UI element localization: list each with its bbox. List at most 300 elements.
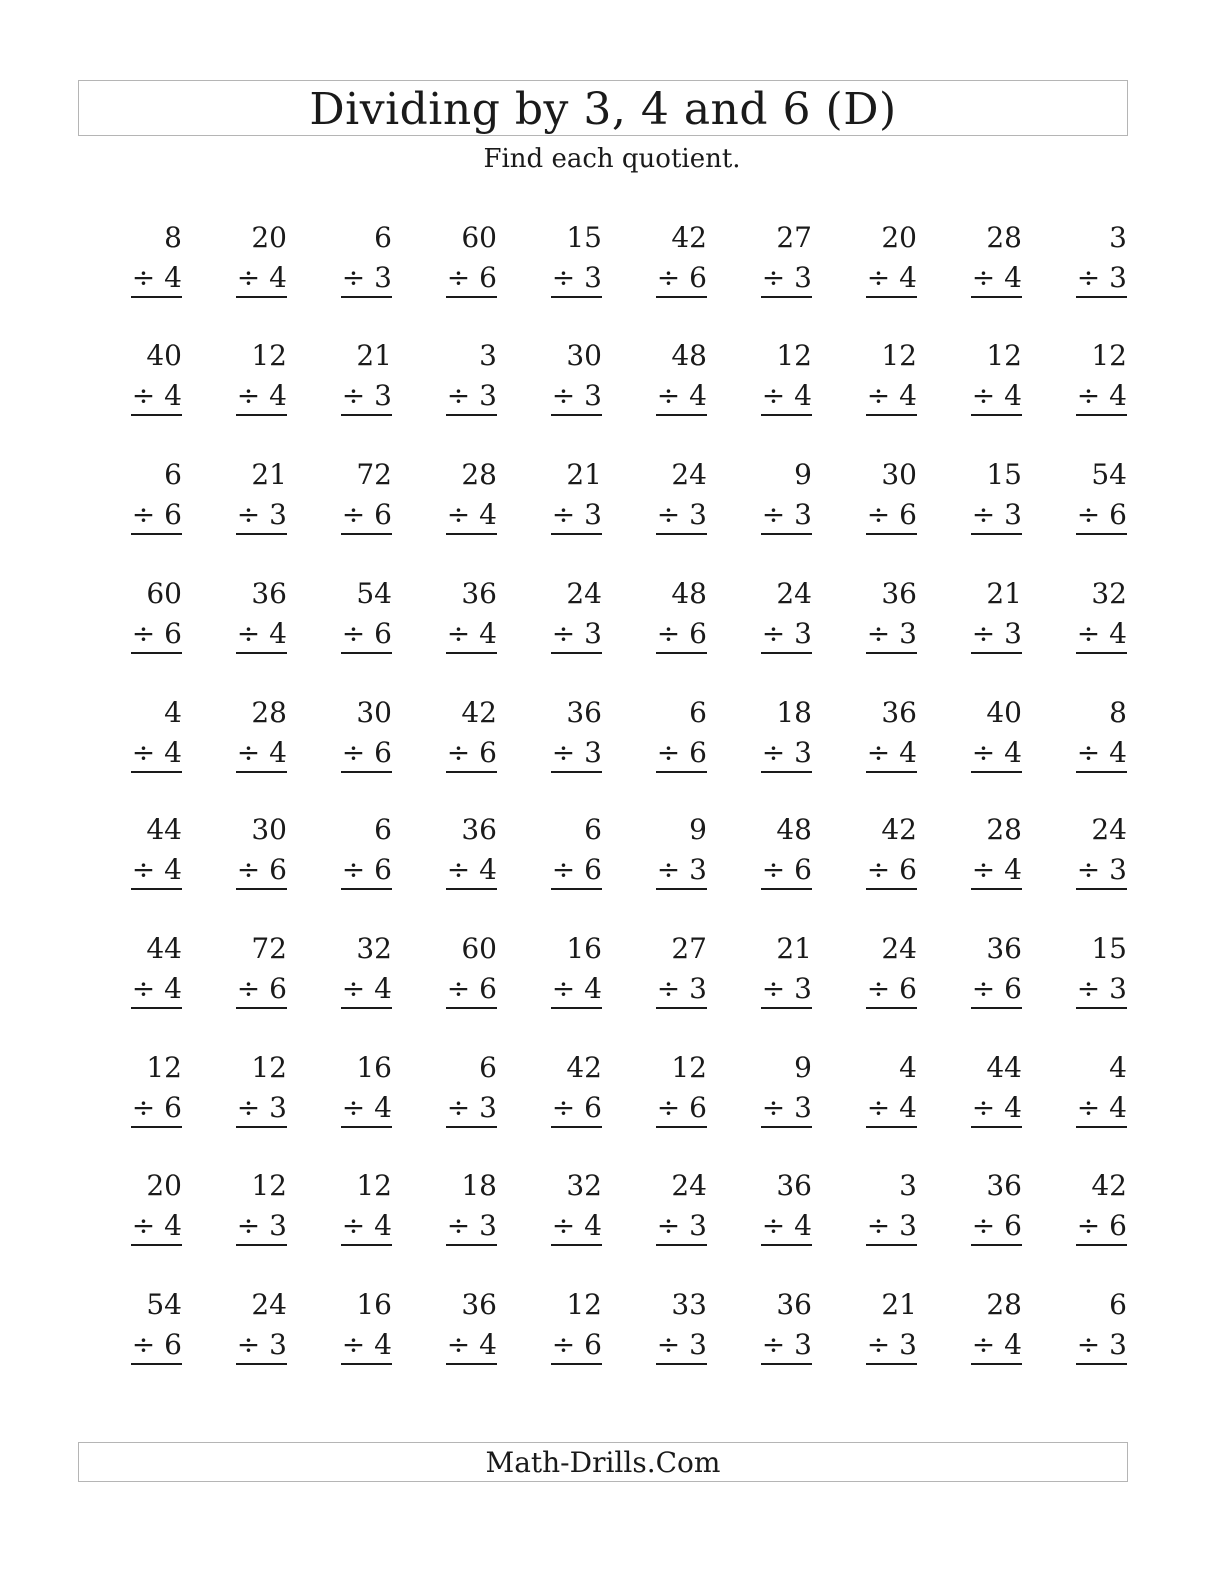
division-symbol: ÷ <box>341 1091 366 1124</box>
division-symbol: ÷ <box>761 261 786 294</box>
dividend: 60 <box>461 932 497 965</box>
divisor-underline <box>131 497 182 535</box>
divisor-line <box>722 969 812 1009</box>
division-problem <box>932 1285 1022 1365</box>
dividend: 18 <box>461 1169 497 1202</box>
division-problem <box>302 1285 392 1365</box>
divisor-line <box>512 850 602 890</box>
division-symbol: ÷ <box>236 1328 261 1361</box>
divisor-line <box>197 376 287 416</box>
divisor: 3 <box>584 617 602 650</box>
divisor: 4 <box>584 1209 602 1242</box>
divisor-underline <box>551 260 602 298</box>
division-symbol: ÷ <box>866 736 891 769</box>
division-problem <box>827 336 917 416</box>
divisor: 3 <box>689 972 707 1005</box>
divisor-underline <box>761 616 812 654</box>
division-problem <box>302 336 392 416</box>
divisor-underline <box>866 1208 917 1246</box>
division-problem <box>617 929 707 1009</box>
division-problem <box>512 1048 602 1128</box>
divisor-line <box>512 969 602 1009</box>
divisor: 3 <box>689 1328 707 1361</box>
divisor-line <box>722 614 812 654</box>
dividend: 30 <box>251 813 287 846</box>
divisor-line <box>302 1325 392 1365</box>
dividend: 15 <box>566 221 602 254</box>
divisor: 3 <box>584 498 602 531</box>
divisor-line <box>932 733 1022 773</box>
division-symbol: ÷ <box>761 498 786 531</box>
dividend: 32 <box>566 1169 602 1202</box>
division-problem <box>1037 1048 1127 1128</box>
divisor: 4 <box>899 379 917 412</box>
divisor-line <box>407 495 497 535</box>
dividend: 3 <box>1109 221 1127 254</box>
dividend: 8 <box>1109 696 1127 729</box>
divisor-line <box>1037 614 1127 654</box>
divisor-underline <box>551 497 602 535</box>
divisor-underline <box>341 260 392 298</box>
dividend: 32 <box>356 932 392 965</box>
dividend: 24 <box>671 1169 707 1202</box>
divisor-underline <box>341 1208 392 1246</box>
divisor-line <box>512 1325 602 1365</box>
division-symbol: ÷ <box>446 1328 471 1361</box>
division-symbol: ÷ <box>866 1328 891 1361</box>
divisor: 6 <box>1004 972 1022 1005</box>
divisor: 4 <box>584 972 602 1005</box>
divisor-underline <box>866 1090 917 1128</box>
divisor-underline <box>866 1327 917 1365</box>
divisor: 3 <box>899 617 917 650</box>
dividend: 6 <box>479 1051 497 1084</box>
divisor: 4 <box>1004 1091 1022 1124</box>
division-symbol: ÷ <box>341 1209 366 1242</box>
divisor-underline <box>236 1090 287 1128</box>
divisor-line <box>92 376 182 416</box>
divisor-underline <box>446 260 497 298</box>
divisor-line <box>197 258 287 298</box>
dividend: 9 <box>794 458 812 491</box>
divisor: 4 <box>164 1209 182 1242</box>
division-problem <box>512 218 602 298</box>
division-problem <box>1037 574 1127 654</box>
divisor-underline <box>971 1090 1022 1128</box>
divisor-underline <box>656 735 707 773</box>
divisor: 4 <box>479 1328 497 1361</box>
dividend: 24 <box>251 1288 287 1321</box>
divisor-line <box>1037 258 1127 298</box>
dividend: 30 <box>566 339 602 372</box>
dividend: 27 <box>776 221 812 254</box>
divisor: 4 <box>374 1091 392 1124</box>
division-problem <box>827 218 917 298</box>
divisor-underline <box>1076 616 1127 654</box>
divisor-line <box>512 376 602 416</box>
divisor-underline <box>341 378 392 416</box>
divisor-underline <box>236 497 287 535</box>
divisor-underline <box>236 378 287 416</box>
dividend: 12 <box>881 339 917 372</box>
page-title: Dividing by 3, 4 and 6 (D) <box>309 84 897 135</box>
division-problem <box>722 574 812 654</box>
division-symbol: ÷ <box>131 1209 156 1242</box>
division-symbol: ÷ <box>866 261 891 294</box>
divisor: 6 <box>689 261 707 294</box>
divisor-underline <box>551 1208 602 1246</box>
division-problem <box>617 1166 707 1246</box>
division-problem <box>92 929 182 1009</box>
divisor-underline <box>341 971 392 1009</box>
dividend: 28 <box>986 813 1022 846</box>
dividend: 3 <box>479 339 497 372</box>
divisor-line <box>197 614 287 654</box>
divisor: 4 <box>1004 379 1022 412</box>
division-symbol: ÷ <box>761 736 786 769</box>
dividend: 21 <box>776 932 812 965</box>
division-problem <box>827 574 917 654</box>
division-symbol: ÷ <box>131 853 156 886</box>
division-problem <box>92 574 182 654</box>
division-symbol: ÷ <box>236 736 261 769</box>
divisor: 6 <box>269 853 287 886</box>
divisor-underline <box>341 616 392 654</box>
division-symbol: ÷ <box>551 498 576 531</box>
divisor-underline <box>971 1327 1022 1365</box>
divisor-underline <box>1076 260 1127 298</box>
divisor-underline <box>971 852 1022 890</box>
divisor-line <box>197 969 287 1009</box>
divisor-line <box>197 1325 287 1365</box>
division-symbol: ÷ <box>341 853 366 886</box>
divisor-line <box>302 969 392 1009</box>
footer-text: Math-Drills.Com <box>485 1446 721 1479</box>
division-symbol: ÷ <box>971 498 996 531</box>
divisor: 3 <box>269 1091 287 1124</box>
divisor-underline <box>1076 378 1127 416</box>
divisor: 3 <box>269 1209 287 1242</box>
division-problem <box>407 574 497 654</box>
divisor: 6 <box>584 1328 602 1361</box>
divisor-underline <box>971 260 1022 298</box>
divisor: 4 <box>1109 1091 1127 1124</box>
divisor: 4 <box>164 853 182 886</box>
divisor-line <box>92 1088 182 1128</box>
division-problem <box>197 218 287 298</box>
divisor: 3 <box>1004 498 1022 531</box>
divisor: 4 <box>164 972 182 1005</box>
division-problem <box>722 336 812 416</box>
divisor: 3 <box>269 1328 287 1361</box>
dividend: 24 <box>776 577 812 610</box>
division-symbol: ÷ <box>551 853 576 886</box>
divisor: 4 <box>899 736 917 769</box>
division-symbol: ÷ <box>761 1209 786 1242</box>
divisor-line <box>722 733 812 773</box>
divisor: 3 <box>1109 261 1127 294</box>
division-problem <box>197 336 287 416</box>
division-symbol: ÷ <box>446 261 471 294</box>
divisor-line <box>617 1206 707 1246</box>
division-symbol: ÷ <box>1076 1209 1101 1242</box>
dividend: 24 <box>566 577 602 610</box>
division-problem <box>932 218 1022 298</box>
division-symbol: ÷ <box>446 853 471 886</box>
division-problem <box>932 336 1022 416</box>
division-problem <box>197 929 287 1009</box>
division-symbol: ÷ <box>971 617 996 650</box>
division-symbol: ÷ <box>551 736 576 769</box>
division-symbol: ÷ <box>656 498 681 531</box>
divisor-underline <box>761 497 812 535</box>
division-symbol: ÷ <box>656 736 681 769</box>
divisor-line <box>722 258 812 298</box>
dividend: 6 <box>1109 1288 1127 1321</box>
divisor-underline <box>236 260 287 298</box>
divisor-underline <box>446 616 497 654</box>
divisor: 4 <box>899 1091 917 1124</box>
division-problem <box>407 218 497 298</box>
dividend: 6 <box>374 221 392 254</box>
divisor-underline <box>131 616 182 654</box>
divisor-line <box>932 614 1022 654</box>
division-problem <box>932 455 1022 535</box>
divisor-line <box>722 495 812 535</box>
divisor-line <box>302 614 392 654</box>
dividend: 15 <box>986 458 1022 491</box>
division-symbol: ÷ <box>236 261 261 294</box>
divisor: 6 <box>689 617 707 650</box>
divisor-line <box>92 1325 182 1365</box>
division-problem <box>512 810 602 890</box>
dividend: 3 <box>899 1169 917 1202</box>
divisor-line <box>827 733 917 773</box>
divisor: 3 <box>794 1091 812 1124</box>
divisor-underline <box>761 971 812 1009</box>
divisor-line <box>827 1206 917 1246</box>
divisor: 4 <box>269 736 287 769</box>
division-problem <box>407 1048 497 1128</box>
divisor: 6 <box>479 972 497 1005</box>
division-problem <box>722 455 812 535</box>
divisor-line <box>827 969 917 1009</box>
dividend: 60 <box>146 577 182 610</box>
division-problem <box>92 1048 182 1128</box>
dividend: 20 <box>146 1169 182 1202</box>
division-problem <box>827 1285 917 1365</box>
dividend: 36 <box>881 696 917 729</box>
divisor-line <box>617 614 707 654</box>
division-problem <box>827 455 917 535</box>
divisor: 4 <box>269 617 287 650</box>
divisor-line <box>512 258 602 298</box>
divisor-line <box>512 495 602 535</box>
divisor-underline <box>1076 735 1127 773</box>
divisor-line <box>617 850 707 890</box>
divisor-underline <box>446 378 497 416</box>
division-symbol: ÷ <box>866 972 891 1005</box>
dividend: 42 <box>671 221 707 254</box>
division-symbol: ÷ <box>761 972 786 1005</box>
divisor-line <box>827 1325 917 1365</box>
divisor-underline <box>236 616 287 654</box>
dividend: 28 <box>986 221 1022 254</box>
divisor-line <box>92 1206 182 1246</box>
dividend: 6 <box>374 813 392 846</box>
division-symbol: ÷ <box>1076 498 1101 531</box>
divisor-underline <box>446 852 497 890</box>
dividend: 36 <box>251 577 287 610</box>
divisor-line <box>722 1088 812 1128</box>
divisor: 3 <box>1109 1328 1127 1361</box>
division-symbol: ÷ <box>236 1091 261 1124</box>
division-symbol: ÷ <box>131 379 156 412</box>
divisor-line <box>932 258 1022 298</box>
divisor-line <box>1037 1088 1127 1128</box>
divisor-line <box>407 850 497 890</box>
division-symbol: ÷ <box>551 1091 576 1124</box>
division-symbol: ÷ <box>131 972 156 1005</box>
dividend: 72 <box>251 932 287 965</box>
division-problem <box>827 1048 917 1128</box>
division-problem <box>827 693 917 773</box>
divisor-line <box>197 850 287 890</box>
division-symbol: ÷ <box>341 617 366 650</box>
divisor-underline <box>971 1208 1022 1246</box>
dividend: 36 <box>776 1169 812 1202</box>
divisor: 3 <box>794 972 812 1005</box>
dividend: 16 <box>566 932 602 965</box>
division-symbol: ÷ <box>761 617 786 650</box>
division-problem <box>617 810 707 890</box>
division-symbol: ÷ <box>341 736 366 769</box>
divisor: 3 <box>1004 617 1022 650</box>
dividend: 6 <box>689 696 707 729</box>
divisor-underline <box>1076 1208 1127 1246</box>
divisor-line <box>407 1088 497 1128</box>
division-symbol: ÷ <box>1076 972 1101 1005</box>
divisor-underline <box>341 497 392 535</box>
divisor: 3 <box>584 736 602 769</box>
division-symbol: ÷ <box>236 972 261 1005</box>
dividend: 42 <box>461 696 497 729</box>
division-problem <box>92 1285 182 1365</box>
division-problem <box>407 336 497 416</box>
divisor: 4 <box>374 1328 392 1361</box>
divisor: 3 <box>689 853 707 886</box>
division-symbol: ÷ <box>341 498 366 531</box>
division-problem <box>932 693 1022 773</box>
divisor-underline <box>656 497 707 535</box>
divisor: 6 <box>374 617 392 650</box>
division-symbol: ÷ <box>446 379 471 412</box>
division-problem <box>722 1166 812 1246</box>
divisor-line <box>512 733 602 773</box>
divisor-line <box>407 614 497 654</box>
division-symbol: ÷ <box>656 379 681 412</box>
dividend: 32 <box>1091 577 1127 610</box>
dividend: 30 <box>356 696 392 729</box>
divisor-underline <box>446 497 497 535</box>
divisor-underline <box>656 1208 707 1246</box>
footer-box <box>78 1442 1128 1482</box>
division-problem <box>302 1166 392 1246</box>
divisor-underline <box>866 497 917 535</box>
divisor: 4 <box>164 736 182 769</box>
divisor-underline <box>1076 1090 1127 1128</box>
dividend: 28 <box>461 458 497 491</box>
divisor-underline <box>1076 971 1127 1009</box>
divisor: 3 <box>899 1209 917 1242</box>
division-symbol: ÷ <box>971 379 996 412</box>
divisor-line <box>197 1088 287 1128</box>
divisor-line <box>617 376 707 416</box>
divisor: 4 <box>164 261 182 294</box>
divisor: 4 <box>1004 853 1022 886</box>
divisor-line <box>92 614 182 654</box>
division-symbol: ÷ <box>236 379 261 412</box>
divisor: 3 <box>794 1328 812 1361</box>
divisor-underline <box>656 1090 707 1128</box>
dividend: 33 <box>671 1288 707 1321</box>
divisor: 4 <box>479 853 497 886</box>
dividend: 21 <box>881 1288 917 1321</box>
divisor: 6 <box>164 1091 182 1124</box>
dividend: 21 <box>356 339 392 372</box>
dividend: 9 <box>794 1051 812 1084</box>
divisor: 6 <box>1004 1209 1022 1242</box>
divisor-line <box>1037 850 1127 890</box>
division-symbol: ÷ <box>971 1091 996 1124</box>
division-symbol: ÷ <box>971 1328 996 1361</box>
division-problem <box>1037 1166 1127 1246</box>
divisor-underline <box>656 378 707 416</box>
dividend: 24 <box>1091 813 1127 846</box>
division-problem <box>92 1166 182 1246</box>
dividend: 18 <box>776 696 812 729</box>
divisor-line <box>827 495 917 535</box>
divisor-underline <box>1076 497 1127 535</box>
divisor-underline <box>761 378 812 416</box>
dividend: 24 <box>671 458 707 491</box>
divisor: 4 <box>1004 261 1022 294</box>
divisor-underline <box>446 1090 497 1128</box>
divisor: 4 <box>1109 617 1127 650</box>
divisor: 4 <box>269 379 287 412</box>
divisor-line <box>827 376 917 416</box>
dividend: 40 <box>146 339 182 372</box>
divisor-underline <box>866 971 917 1009</box>
division-symbol: ÷ <box>971 1209 996 1242</box>
divisor-underline <box>131 260 182 298</box>
divisor-line <box>1037 733 1127 773</box>
divisor: 6 <box>689 1091 707 1124</box>
divisor: 3 <box>479 1209 497 1242</box>
division-problem <box>722 1285 812 1365</box>
dividend: 12 <box>566 1288 602 1321</box>
division-symbol: ÷ <box>551 379 576 412</box>
divisor-line <box>932 1206 1022 1246</box>
division-problem <box>92 336 182 416</box>
divisor-underline <box>236 735 287 773</box>
division-problem <box>512 336 602 416</box>
divisor-underline <box>761 1090 812 1128</box>
divisor-line <box>827 1088 917 1128</box>
divisor: 6 <box>479 261 497 294</box>
divisor-line <box>617 969 707 1009</box>
division-symbol: ÷ <box>761 853 786 886</box>
